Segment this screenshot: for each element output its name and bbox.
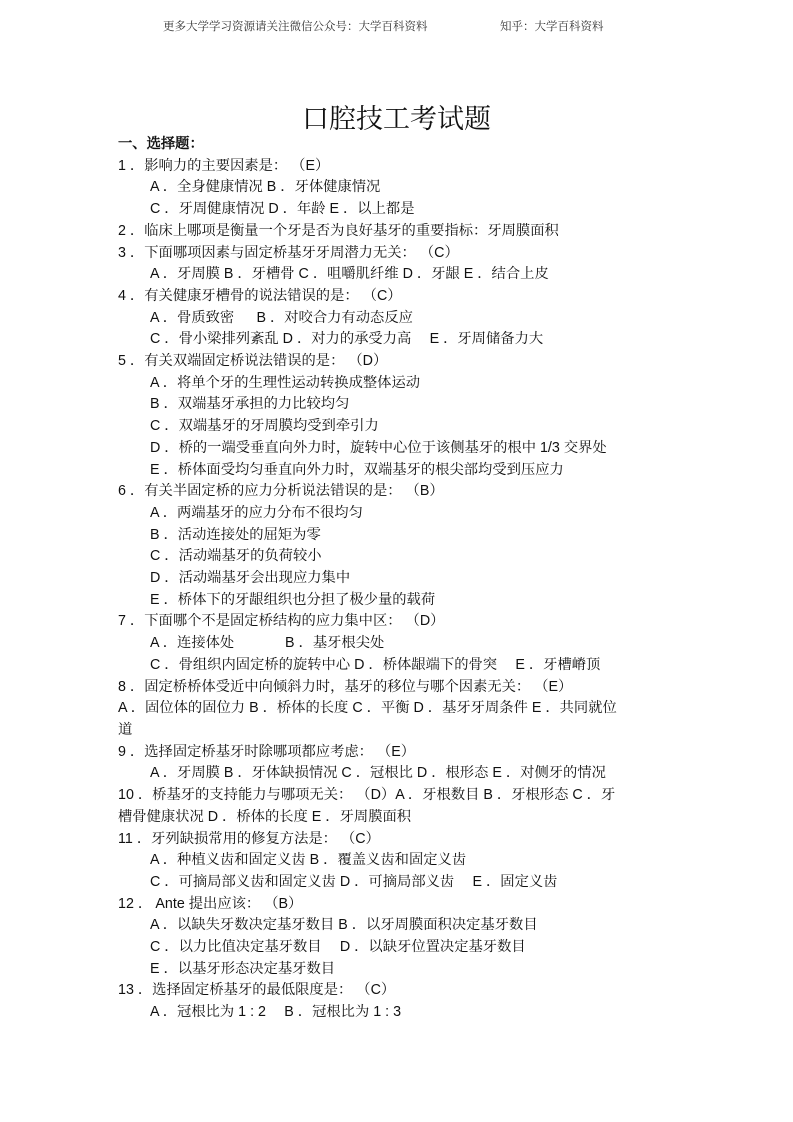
answer-options: A ．骨质致密 B ．对咬合力有动态反应 xyxy=(150,309,413,326)
document-title: 口腔技工考试题 xyxy=(302,104,491,134)
question-stem: 8 ．固定桥桥体受近中向倾斜力时，基牙的移位与哪个因素无关： （E） xyxy=(118,678,573,695)
answer-options: A ．种植义齿和固定义齿 B ．覆盖义齿和固定义齿 xyxy=(150,852,467,869)
answer-options: A ．将单个牙的生理性运动转换成整体运动 xyxy=(150,374,421,391)
answer-options: A ．两端基牙的应力分布不很均匀 xyxy=(150,504,363,521)
answer-options: E ．以基牙形态决定基牙数目 xyxy=(150,960,336,977)
question-stem: 6 ．有关半固定桥的应力分析说法错误的是： （B） xyxy=(118,483,444,500)
answer-options: A ．连接体处 B ．基牙根尖处 xyxy=(150,635,385,652)
answer-options: C ．活动端基牙的负荷较小 xyxy=(150,548,322,565)
answer-options: C ．双端基牙的牙周膜均受到牵引力 xyxy=(150,418,379,435)
answer-options: A ．以缺失牙数决定基牙数目 B ．以牙周膜面积决定基牙数目 xyxy=(150,917,538,934)
answer-options: C ．牙周健康情况 D ．年龄 E ．以上都是 xyxy=(150,201,415,218)
question-stem: 7 ．下面哪个不是固定桥结构的应力集中区： （D） xyxy=(118,613,445,630)
question-stem: 10 ．桥基牙的支持能力与哪项无关： （D）A ．牙根数目 B ．牙根形态 C ．牙 xyxy=(118,787,616,804)
header-wechat-note: 更多大学学习资源请关注微信公众号：大学百科资料 xyxy=(163,19,428,33)
question-continuation: 道 xyxy=(118,721,133,738)
answer-options: A ．冠根比为 1 : 2 B ．冠根比为 1 : 3 xyxy=(150,1004,402,1021)
question-continuation: A ．固位体的固位力 B ．桥体的长度 C ．平衡 D ．基牙牙周条件 E ．共同就位 xyxy=(118,700,617,717)
question-stem: 12 ． Ante 提出应该： （B） xyxy=(118,895,303,912)
question-stem: 5 ．有关双端固定桥说法错误的是： （D） xyxy=(118,353,388,370)
answer-options: B ．活动连接处的屈矩为零 xyxy=(150,526,321,543)
answer-options: C ．可摘局部义齿和固定义齿 D ．可摘局部义齿 E ．固定义齿 xyxy=(150,873,558,890)
answer-options: C ．骨组织内固定桥的旋转中心 D ．桥体龈端下的骨突 E ．牙槽嵴顶 xyxy=(150,656,601,673)
answer-options: A ．牙周膜 B ．牙体缺损情况 C ．冠根比 D ．根形态 E ．对侧牙的情况 xyxy=(150,765,606,782)
question-stem: 9 ．选择固定桥基牙时除哪项都应考虑： （E） xyxy=(118,743,416,760)
question-continuation: 槽骨健康状况 D ．桥体的长度 E ．牙周膜面积 xyxy=(118,808,412,825)
question-stem: 2 ．临床上哪项是衡量一个牙是否为良好基牙的重要指标：牙周膜面积 xyxy=(118,222,559,239)
question-list xyxy=(118,134,678,1024)
question-stem: 13 ．选择固定桥基牙的最低限度是： （C） xyxy=(118,982,396,999)
answer-options: B ．双端基牙承担的力比较均匀 xyxy=(150,396,350,413)
question-stem: 11 ．牙列缺损常用的修复方法是： （C） xyxy=(118,830,380,847)
question-stem: 3 ．下面哪项因素与固定桥基牙牙周潜力无关： （C） xyxy=(118,244,459,261)
answer-options: C ．骨小梁排列紊乱 D ．对力的承受力高 E ．牙周储备力大 xyxy=(150,331,544,348)
answer-options: E ．桥体下的牙龈组织也分担了极少量的载荷 xyxy=(150,591,436,608)
question-stem: 4 ．有关健康牙槽骨的说法错误的是： （C） xyxy=(118,287,402,304)
header-zhihu-note: 知乎：大学百科资料 xyxy=(500,19,604,33)
question-stem: 1 ．影响力的主要因素是： （E） xyxy=(118,157,330,174)
answer-options: C ．以力比值决定基牙数目 D ．以缺牙位置决定基牙数目 xyxy=(150,939,526,956)
section-heading: 一、选择题： xyxy=(118,136,204,152)
answer-options: A ．全身健康情况 B ．牙体健康情况 xyxy=(150,179,381,196)
answer-options: A ．牙周膜 B ．牙槽骨 C ．咀嚼肌纤维 D ．牙龈 E ．结合上皮 xyxy=(150,266,549,283)
answer-options: D ．活动端基牙会出现应力集中 xyxy=(150,570,351,587)
answer-options: D ．桥的一端受垂直向外力时，旋转中心位于该侧基牙的根中 1/3 交界处 xyxy=(150,439,607,456)
answer-options: E ．桥体面受均匀垂直向外力时，双端基牙的根尖部均受到压应力 xyxy=(150,461,564,478)
